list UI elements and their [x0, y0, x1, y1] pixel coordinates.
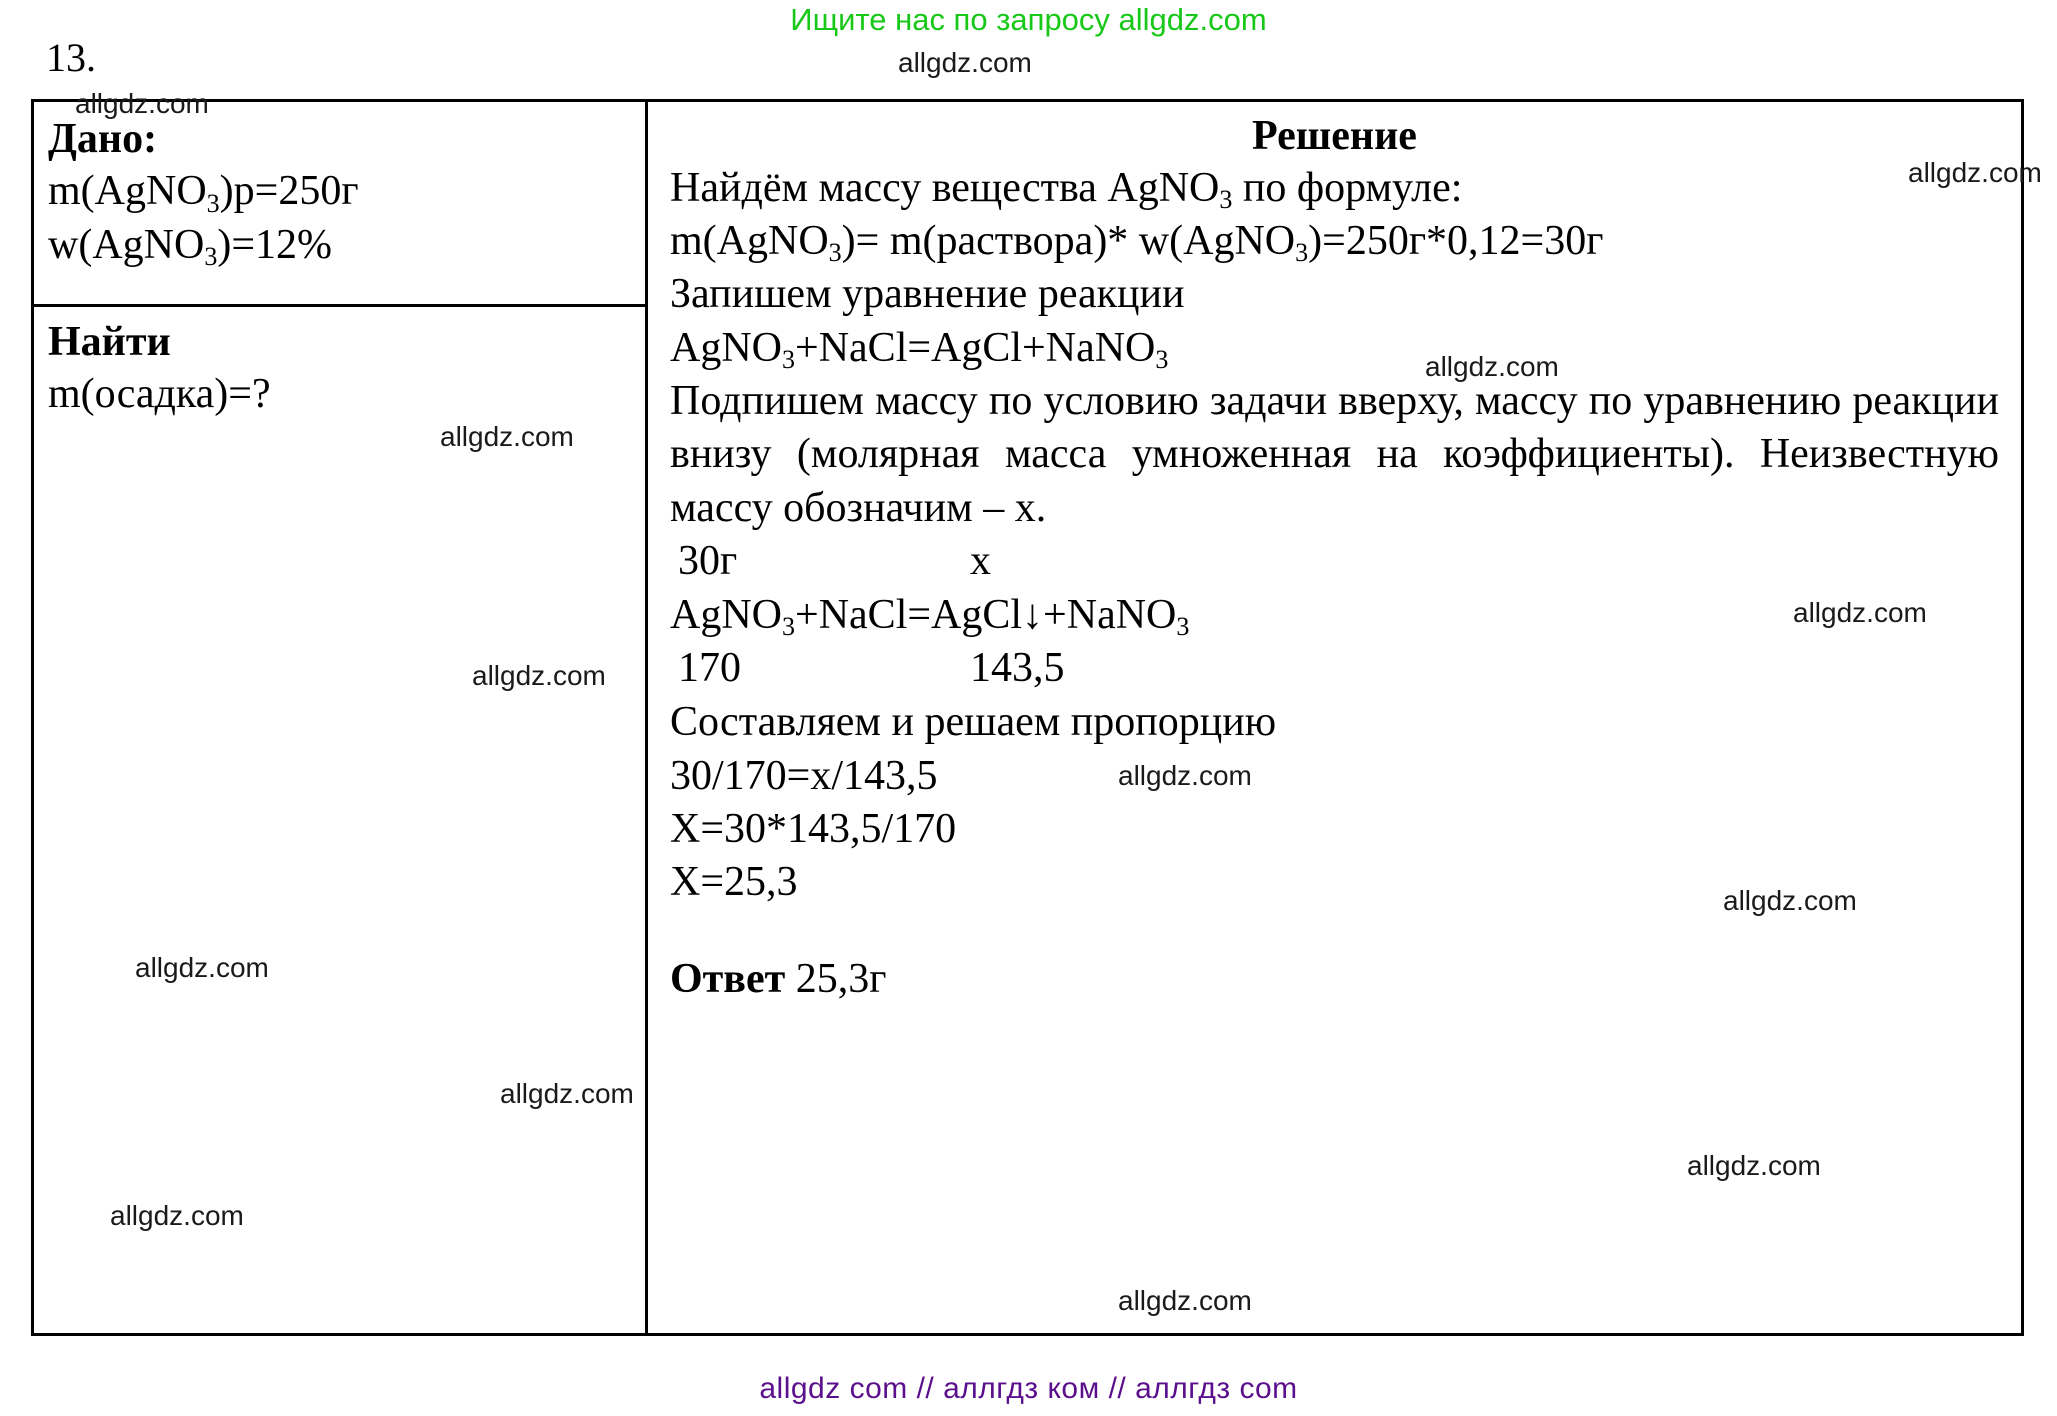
solution-calc-expression: X=30*143,5/170	[670, 805, 957, 852]
watermark-text: allgdz.com	[110, 1200, 244, 1231]
watermark-text: allgdz.com	[472, 660, 606, 691]
watermark-text: allgdz.com	[1908, 157, 2042, 188]
given-and-find-column	[34, 102, 648, 1333]
site-promo-banner: Ищите нас по запросу allgdz.com	[790, 2, 1267, 37]
given-line-fraction: w(AgNO$_3$)=12%	[48, 221, 332, 271]
watermark-text: allgdz.com	[1118, 1285, 1252, 1316]
given-title: Дано:	[48, 116, 158, 162]
mass-above-left: 30г	[678, 537, 738, 584]
solution-equation-plain: AgNO$_3$+NaCl=AgCl+NaNO$_3$	[670, 324, 1169, 374]
find-cell	[34, 307, 645, 1333]
mass-above-right: x	[970, 537, 991, 584]
task-number: 13.	[46, 35, 96, 80]
watermark-text: allgdz.com	[440, 421, 574, 452]
solution-formula-mass: m(AgNO$_3$)= m(раствора)* w(AgNO$_3$)=250г*0,12=30г	[670, 217, 1604, 268]
solution-masses-below	[670, 642, 1999, 696]
molar-mass-right: 143,5	[970, 645, 1065, 692]
solution-column	[648, 102, 2021, 1333]
molar-mass-left: 170	[678, 645, 741, 692]
given-cell	[34, 102, 645, 307]
find-title: Найти	[48, 319, 171, 365]
answer-line	[670, 953, 1999, 1006]
solution-step-write-equation: Запишем уравнение реакции	[670, 271, 1185, 318]
watermark-text: allgdz.com	[1687, 1150, 1821, 1181]
watermark-text: allgdz.com	[135, 952, 269, 983]
watermark-text: allgdz.com	[1723, 885, 1857, 916]
solution-step-find-mass: Найдём массу вещества AgNO$_3$ по формуле:	[670, 164, 1463, 214]
answer-value: 25,3г	[795, 956, 887, 1003]
solution-calc-proportion: 30/170=x/143,5	[670, 752, 938, 799]
spacer	[670, 909, 1999, 953]
find-line: m(осадка)=?	[48, 371, 271, 418]
solution-title: Решение	[1252, 113, 1417, 159]
solution-masses-above	[670, 535, 1999, 589]
given-line-mass: m(AgNO$_3$)p=250г	[48, 168, 359, 218]
watermark-text: allgdz.com	[500, 1078, 634, 1109]
solution-table	[31, 99, 2024, 1336]
watermark-text: allgdz.com	[1425, 351, 1559, 382]
solution-step-proportion: Составляем и решаем пропорцию	[670, 699, 1277, 746]
solution-calc-result: X=25,3	[670, 859, 798, 906]
watermark-text: allgdz.com	[1793, 597, 1927, 628]
watermark-text: allgdz.com	[1118, 760, 1252, 791]
watermark-text: allgdz.com	[898, 47, 1032, 78]
solution-explanation-paragraph: Подпишем массу по условию задачи вверху, массу по уравнению реакции внизу (молярная масса умноженная на коэффициенты). Неизвестную массу обозначим – х.	[670, 377, 1999, 531]
solution-equation-with-precipitate: AgNO$_3$+NaCl=AgCl↓+NaNO$_3$	[670, 591, 1190, 642]
watermark-text: allgdz.com	[75, 88, 209, 119]
answer-label: Ответ	[670, 956, 786, 1003]
site-footer-watermark: allgdz com // аллгдз ком // аллгдз com	[759, 1372, 1298, 1405]
